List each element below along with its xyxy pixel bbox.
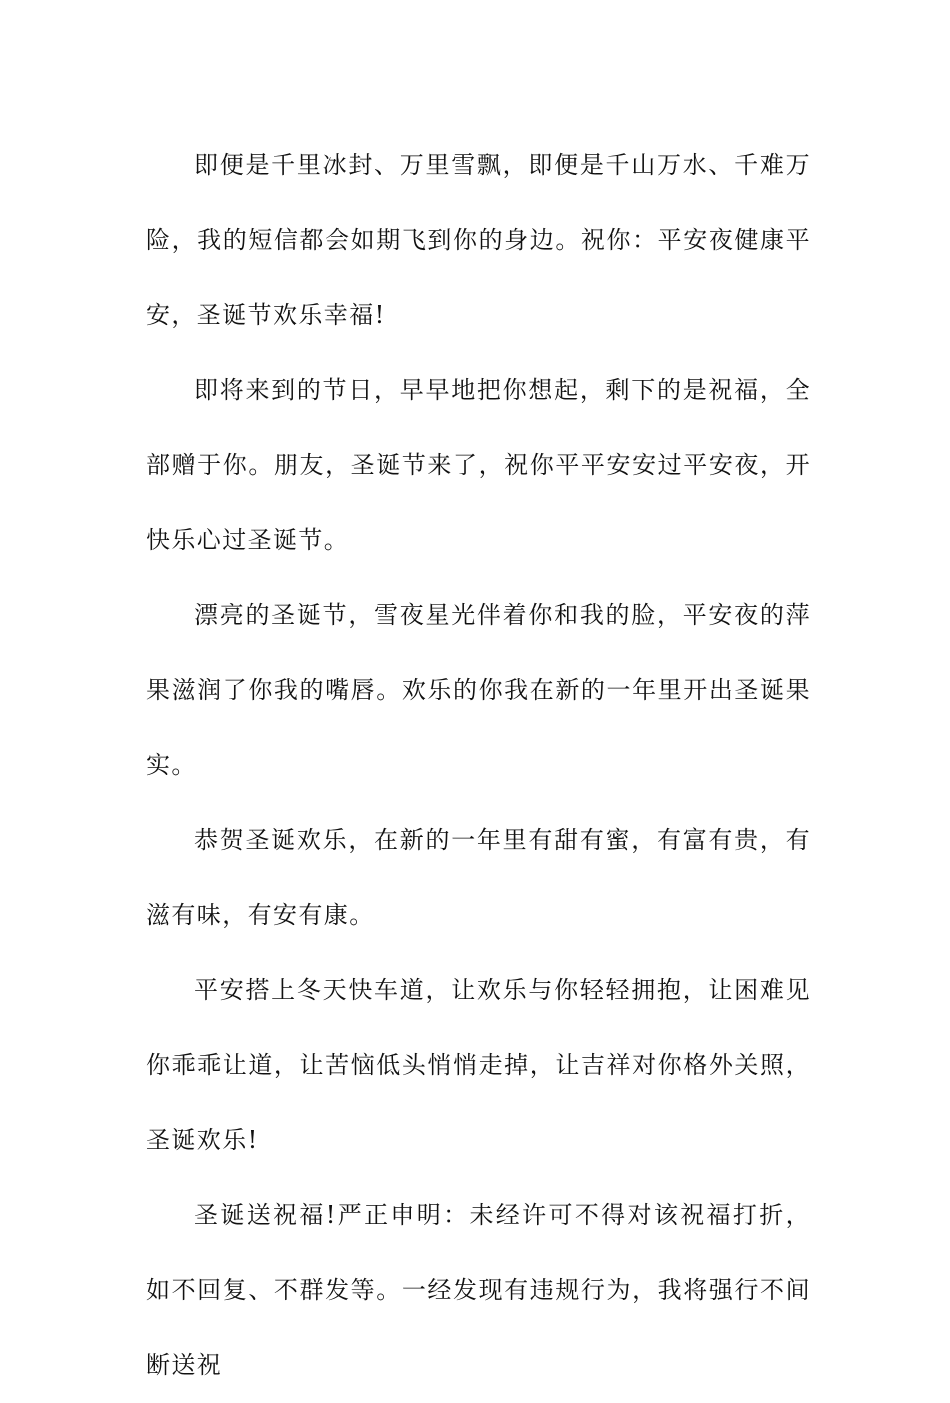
paragraph-1: 即便是千里冰封、万里雪飘，即便是千山万水、千难万险，我的短信都会如期飞到你的身边。祝你：平安夜健康平安，圣诞节欢乐幸福! xyxy=(146,151,811,329)
paragraph-4: 恭贺圣诞欢乐，在新的一年里有甜有蜜，有富有贵，有滋有味，有安有康。 xyxy=(146,826,811,929)
document-body xyxy=(146,128,811,1403)
paragraph-5: 平安搭上冬天快车道，让欢乐与你轻轻拥抱，让困难见你乖乖让道，让苦恼低头悄悄走掉，让吉祥对你格外关照，圣诞欢乐! xyxy=(146,976,811,1154)
paragraph-6: 圣诞送祝福!严正申明：未经许可不得对该祝福打折，如不回复、不群发等。一经发现有违规行为，我将强行不间断送祝 xyxy=(146,1201,811,1379)
paragraph-3: 漂亮的圣诞节，雪夜星光伴着你和我的脸，平安夜的萍果滋润了你我的嘴唇。欢乐的你我在新的一年里开出圣诞果实。 xyxy=(146,601,811,779)
paragraph-2: 即将来到的节日，早早地把你想起，剩下的是祝福，全部赠于你。朋友，圣诞节来了，祝你平平安安过平安夜，开快乐心过圣诞节。 xyxy=(146,376,811,554)
